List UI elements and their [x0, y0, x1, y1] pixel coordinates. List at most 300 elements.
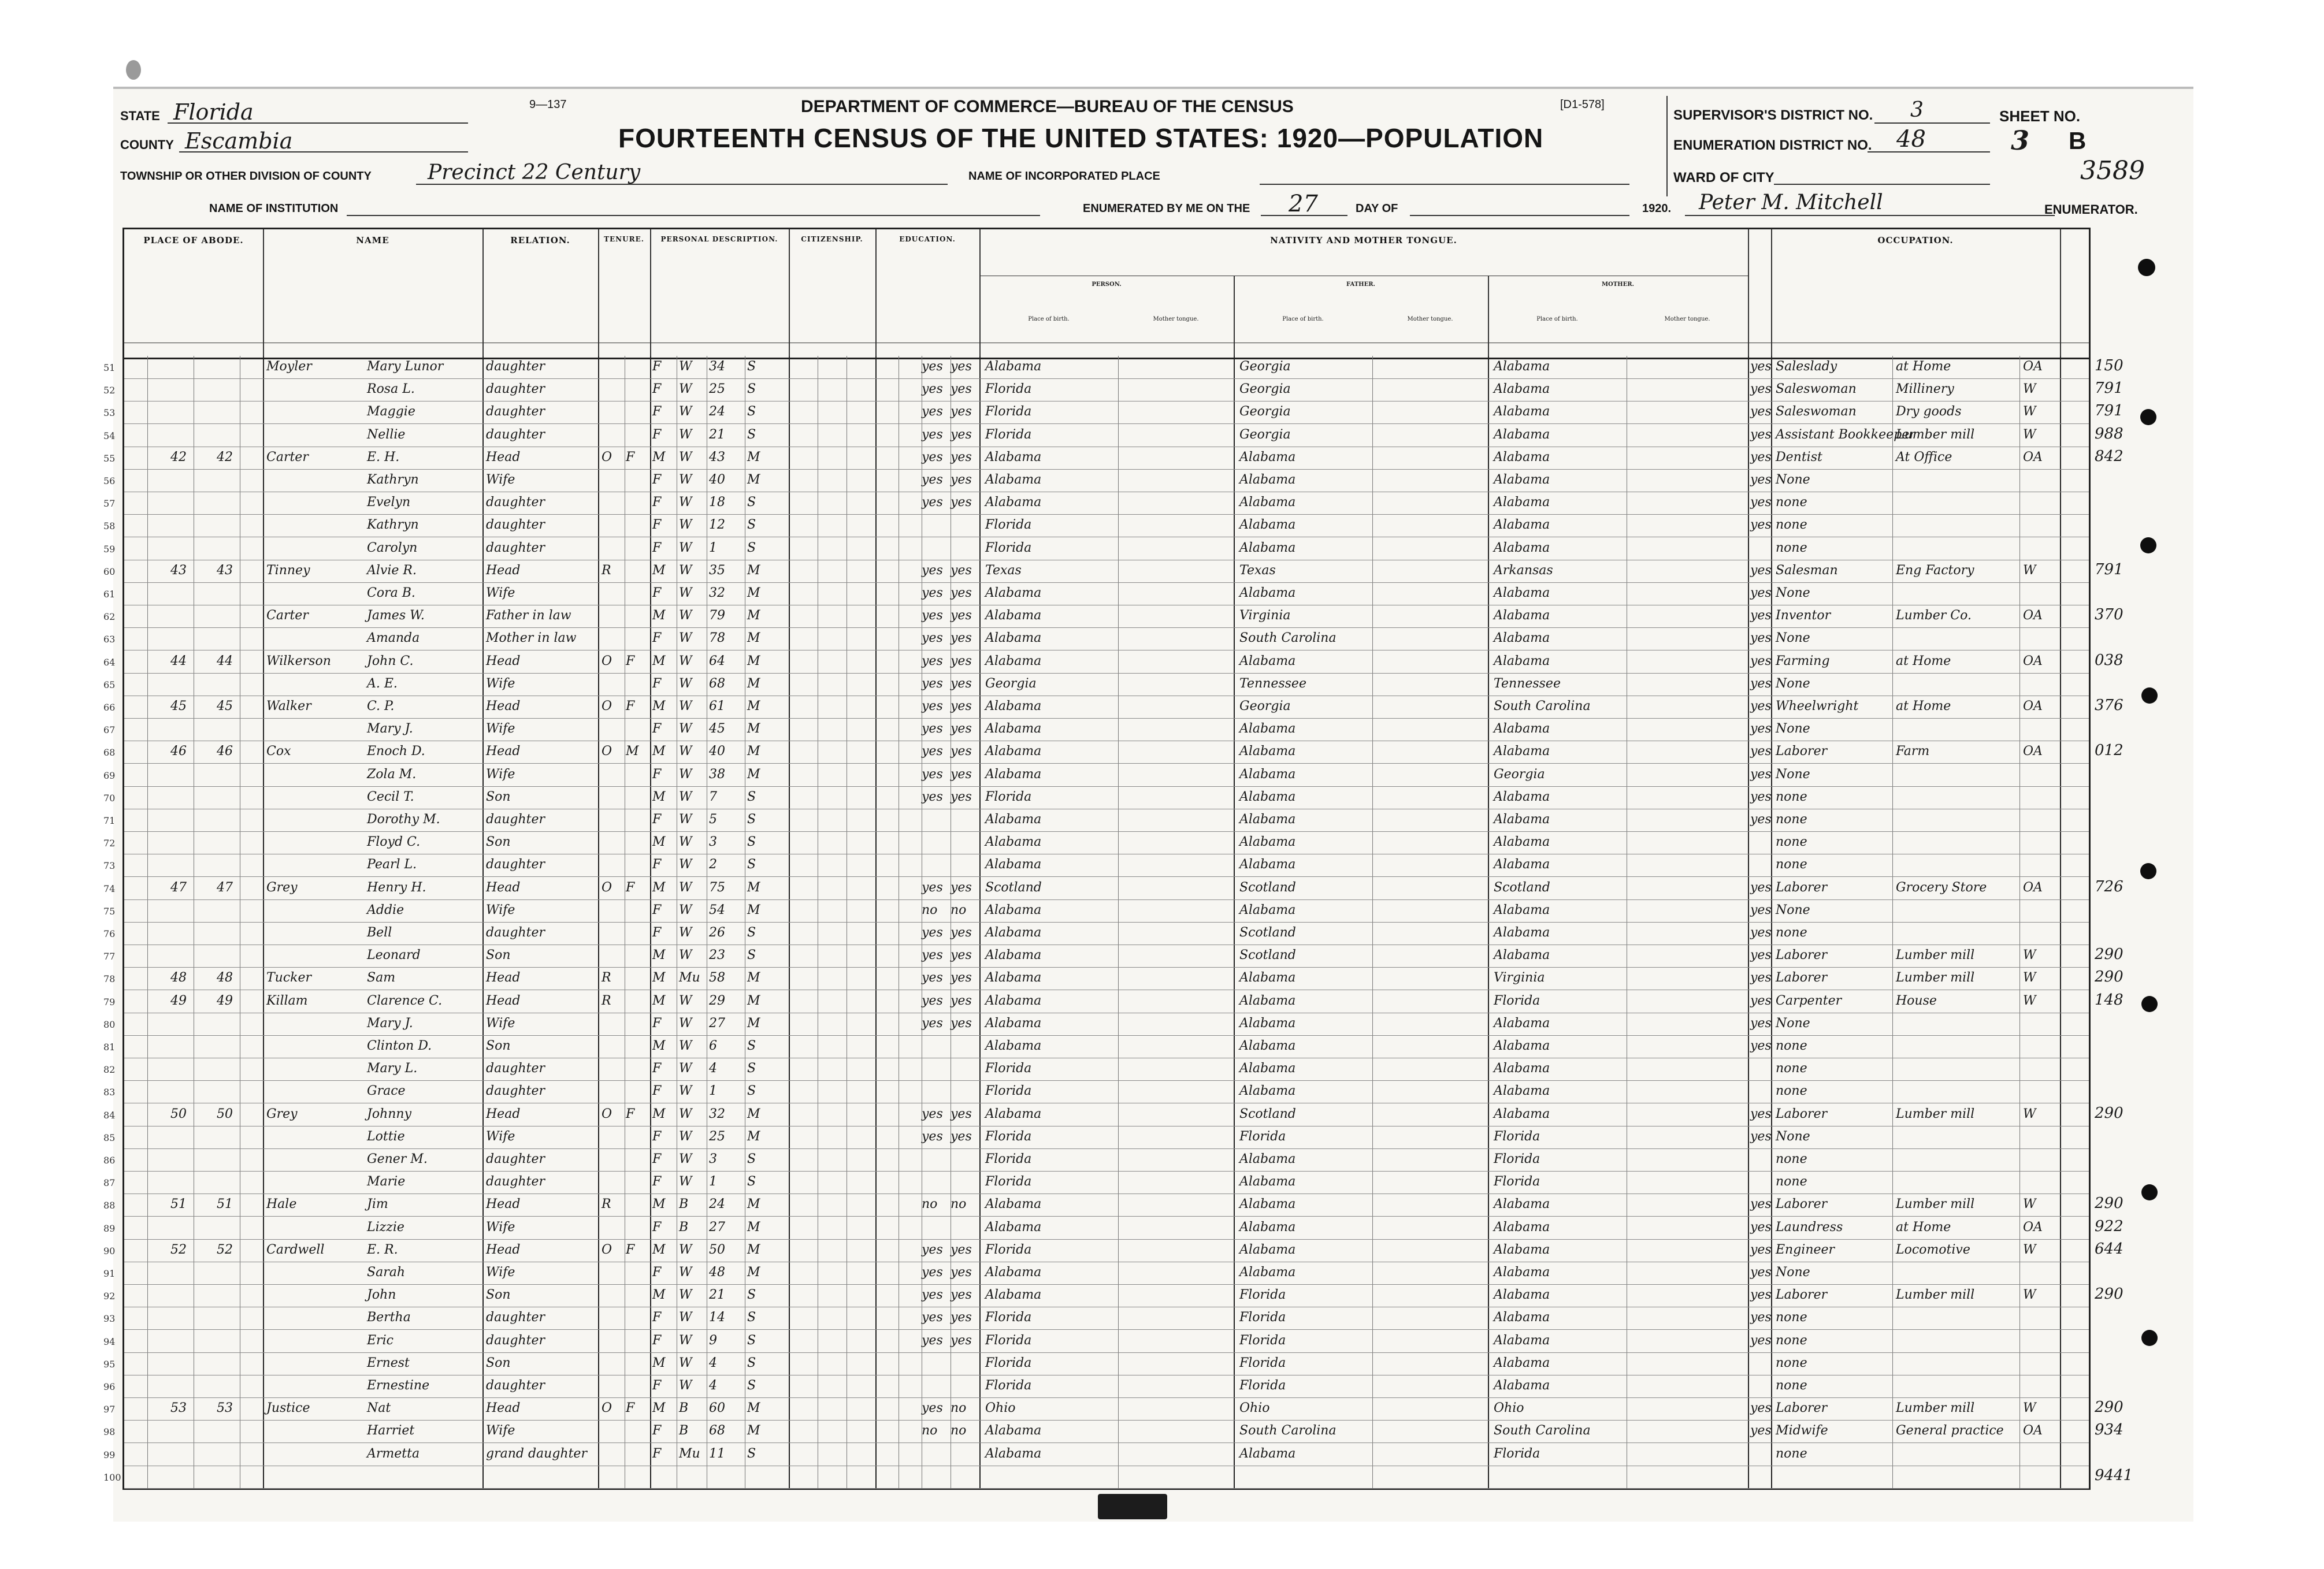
color: W [679, 1333, 692, 1348]
sex: F [652, 857, 662, 872]
mother-birthplace: Alabama [1494, 518, 1550, 533]
marital: M [747, 449, 760, 464]
age: 43 [709, 449, 725, 464]
birthplace: Alabama [985, 857, 1042, 872]
table-row [103, 809, 2089, 832]
speaks-english: yes [1750, 925, 1772, 940]
given-name: Amanda [367, 631, 420, 646]
marital: M [747, 1016, 760, 1031]
home-owned: O [602, 1401, 612, 1416]
relation: Head [486, 971, 521, 986]
birthplace: Florida [985, 1310, 1032, 1325]
table-row [103, 514, 2089, 537]
header-divider [598, 229, 599, 358]
row-number: 52 [103, 385, 116, 396]
sex: M [652, 608, 666, 623]
can-read: yes [922, 767, 943, 782]
surname: Carter [266, 608, 309, 623]
speaks-english: yes [1750, 789, 1772, 804]
given-name: Mary J. [367, 1016, 413, 1031]
occupation: Laborer [1776, 744, 1828, 759]
sex: F [652, 1265, 662, 1280]
occupation: None [1776, 722, 1810, 737]
color: W [679, 359, 692, 374]
row-number: 80 [103, 1018, 116, 1030]
dwelling-number: 52 [170, 1242, 187, 1257]
sex: F [652, 812, 662, 827]
can-write: yes [951, 1106, 972, 1121]
birthplace: Florida [985, 427, 1032, 442]
relation: daughter [486, 1310, 545, 1325]
row-number: 81 [103, 1042, 116, 1053]
table-row [103, 1307, 2089, 1330]
color: B [679, 1423, 689, 1438]
supervisor-line [1874, 122, 1990, 124]
can-write: yes [951, 359, 972, 374]
mortgage: F [626, 699, 635, 713]
color: W [679, 1265, 692, 1280]
color: W [679, 382, 692, 397]
father-birthplace: Alabama [1239, 902, 1296, 917]
mother-birthplace: South Carolina [1494, 699, 1591, 713]
surname: Tinney [266, 563, 310, 578]
can-write: yes [951, 744, 972, 759]
sex: F [652, 1152, 662, 1166]
employer-class: OA [2023, 653, 2043, 668]
color: W [679, 1310, 692, 1325]
row-number: 98 [103, 1426, 116, 1438]
row-number: 86 [103, 1155, 116, 1166]
color: W [679, 495, 692, 510]
can-read: yes [922, 1288, 943, 1303]
family-number: 44 [217, 653, 233, 668]
father-birthplace: Georgia [1239, 699, 1291, 713]
birthplace: Florida [985, 518, 1032, 533]
mother-birthplace: Alabama [1494, 1333, 1550, 1348]
sex: F [652, 586, 662, 600]
can-read: yes [922, 586, 943, 600]
marital: M [747, 608, 760, 623]
given-name: Addie [367, 902, 404, 917]
sex: F [652, 1016, 662, 1031]
speaks-english: yes [1750, 1016, 1772, 1031]
color: W [679, 880, 692, 895]
row-number: 87 [103, 1177, 116, 1189]
occupation: none [1776, 835, 1807, 850]
color: W [679, 653, 692, 668]
surname: Killam [266, 993, 308, 1008]
relation: Wife [486, 1265, 515, 1280]
employer-class: W [2023, 427, 2036, 442]
can-write: yes [951, 925, 972, 940]
father-birthplace: Alabama [1239, 1265, 1296, 1280]
speaks-english: yes [1750, 518, 1772, 533]
birthplace: Florida [985, 404, 1032, 419]
age: 1 [709, 1174, 717, 1189]
can-write: yes [951, 971, 972, 986]
can-read: yes [922, 1333, 943, 1348]
father-birthplace: Florida [1239, 1333, 1286, 1348]
relation: daughter [486, 427, 545, 442]
father-birthplace: Alabama [1239, 835, 1296, 850]
marital: M [747, 1423, 760, 1438]
sex: F [652, 902, 662, 917]
group-place-of-abode: PLACE OF ABODE. [143, 235, 244, 246]
can-write: yes [951, 427, 972, 442]
mortgage: F [626, 449, 635, 464]
dwelling-number: 47 [170, 880, 187, 895]
row-number: 93 [103, 1313, 116, 1325]
table-row [103, 356, 2123, 379]
row-number: 95 [103, 1358, 116, 1370]
row-number: 71 [103, 815, 116, 826]
birthplace: Florida [985, 1355, 1032, 1370]
birthplace: Ohio [985, 1401, 1016, 1416]
father-birthplace: South Carolina [1239, 631, 1337, 646]
sex: M [652, 744, 666, 759]
family-number: 47 [217, 880, 233, 895]
father-birthplace: Alabama [1239, 1219, 1296, 1235]
relation: Head [486, 653, 521, 668]
occupation: None [1776, 902, 1810, 917]
industry: General practice [1896, 1423, 2004, 1438]
table-row [103, 627, 2089, 650]
occupation: Dentist [1776, 449, 1822, 464]
relation: Son [486, 1288, 511, 1303]
table-row [103, 1148, 2089, 1172]
margin-note: 9441 [2095, 1466, 2133, 1484]
father-birthplace: Alabama [1239, 789, 1296, 804]
marital: S [747, 359, 756, 374]
employer-class: OA [2023, 880, 2043, 895]
sex: F [652, 404, 662, 419]
sex: F [652, 359, 662, 374]
color: W [679, 1106, 692, 1121]
birthplace: Alabama [985, 495, 1042, 510]
sheet-letter: B [2069, 127, 2087, 154]
speaks-english: yes [1750, 1129, 1772, 1144]
table-row [103, 1217, 2123, 1240]
mother-birthplace: Alabama [1494, 835, 1550, 850]
township-value: Precinct 22 Century [428, 161, 641, 184]
color: W [679, 676, 692, 691]
father-birthplace: Alabama [1239, 744, 1296, 759]
employer-class: OA [2023, 1423, 2043, 1438]
row-number: 85 [103, 1132, 116, 1143]
color: W [679, 1061, 692, 1076]
surname: Carter [266, 449, 309, 464]
occupation: Laundress [1776, 1219, 1843, 1235]
employer-class: OA [2023, 1219, 2043, 1235]
industry: Lumber mill [1896, 948, 1975, 963]
age: 4 [709, 1378, 717, 1393]
father-birthplace: Alabama [1239, 473, 1296, 487]
dwelling-number: 46 [170, 744, 187, 759]
mother-birthplace: Virginia [1494, 971, 1545, 986]
can-write: yes [951, 449, 972, 464]
header-divider [650, 229, 651, 358]
sex: M [652, 1039, 666, 1053]
dwelling-number: 51 [170, 1197, 187, 1212]
subgroup-person: PERSON. [1092, 281, 1122, 288]
can-write: yes [951, 699, 972, 713]
father-birthplace: Florida [1239, 1129, 1286, 1144]
sex: M [652, 993, 666, 1008]
birthplace: Alabama [985, 925, 1042, 940]
father-birthplace: Florida [1239, 1355, 1286, 1370]
margin-note: 290 [2095, 1104, 2123, 1122]
age: 68 [709, 676, 725, 691]
relation: Head [486, 699, 521, 713]
speaks-english: yes [1750, 1333, 1772, 1348]
can-read: yes [922, 1265, 943, 1280]
given-name: Cora B. [367, 586, 415, 600]
age: 29 [709, 993, 725, 1008]
age: 58 [709, 971, 725, 986]
speaks-english: yes [1750, 1265, 1772, 1280]
can-write: yes [951, 473, 972, 487]
can-write: no [951, 1401, 967, 1416]
surname: Moyler [266, 359, 312, 374]
occupation: none [1776, 495, 1807, 510]
supervisor-label: SUPERVISOR'S DISTRICT NO. [1673, 107, 1873, 123]
surname: Cox [266, 744, 291, 759]
age: 1 [709, 1084, 717, 1099]
father-birthplace: Georgia [1239, 359, 1291, 374]
relation: Wife [486, 902, 515, 917]
color: W [679, 518, 692, 533]
color: W [679, 586, 692, 600]
day-of-label: DAY OF [1356, 202, 1398, 215]
employer-class: W [2023, 948, 2036, 963]
speaks-english: yes [1750, 902, 1772, 917]
reference-number: [D1-578] [1560, 98, 1605, 111]
speaks-english: yes [1750, 1288, 1772, 1303]
given-name: Mary L. [367, 1061, 418, 1076]
occupation: Laborer [1776, 1197, 1828, 1212]
speaks-english: yes [1750, 1401, 1772, 1416]
row-number: 70 [103, 792, 116, 804]
row-number: 82 [103, 1064, 116, 1076]
row-number: 68 [103, 747, 116, 759]
can-write: yes [951, 653, 972, 668]
birthplace: Alabama [985, 608, 1042, 623]
occupation: Farming [1776, 653, 1830, 668]
relation: daughter [486, 1333, 545, 1348]
margin-note: 038 [2095, 651, 2123, 669]
age: 64 [709, 653, 725, 668]
can-write: yes [951, 767, 972, 782]
age: 6 [709, 1039, 717, 1053]
employer-class: W [2023, 382, 2036, 397]
given-name: Pearl L. [367, 857, 417, 872]
father-birthplace: Florida [1239, 1288, 1286, 1303]
employer-class: W [2023, 1242, 2036, 1257]
enumerator-label: ENUMERATOR. [2044, 202, 2138, 217]
row-number: 75 [103, 905, 116, 917]
given-name: Rosa L. [367, 382, 415, 397]
marital: M [747, 676, 760, 691]
incorporated-line [1260, 184, 1629, 185]
row-number: 99 [103, 1449, 116, 1460]
color: W [679, 1378, 692, 1393]
given-name: Mary J. [367, 722, 413, 737]
marital: S [747, 427, 756, 442]
can-read: yes [922, 971, 943, 986]
header-divider [2060, 229, 2061, 358]
father-birthplace: Alabama [1239, 1242, 1296, 1257]
father-birthplace: Alabama [1239, 971, 1296, 986]
marital: M [747, 653, 760, 668]
age: 24 [709, 404, 725, 419]
state-label: STATE [120, 109, 160, 123]
relation: Wife [486, 722, 515, 737]
county-value: Escambia [185, 128, 293, 154]
birthplace: Alabama [985, 631, 1042, 646]
speaks-english: yes [1750, 1106, 1772, 1121]
table-row [103, 1035, 2089, 1058]
industry: Locomotive [1896, 1242, 1970, 1257]
industry: Eng Factory [1896, 563, 1974, 578]
industry: at Home [1896, 359, 1951, 374]
industry: Millinery [1896, 382, 1954, 397]
birthplace: Alabama [985, 993, 1042, 1008]
marital: M [747, 722, 760, 737]
group-personal: PERSONAL DESCRIPTION. [660, 235, 778, 243]
given-name: Ernest [367, 1355, 410, 1370]
sex: F [652, 518, 662, 533]
margin-note: 922 [2095, 1217, 2123, 1235]
color: W [679, 993, 692, 1008]
birthplace: Florida [985, 382, 1032, 397]
table-row [103, 1466, 2133, 1489]
mother-birthplace: Alabama [1494, 744, 1550, 759]
can-read: no [922, 1423, 938, 1438]
given-name: Leonard [367, 948, 421, 963]
marital: M [747, 1265, 760, 1280]
age: 79 [709, 608, 725, 623]
color: W [679, 925, 692, 940]
given-name: Kathryn [367, 518, 419, 533]
table-row [103, 1397, 2123, 1421]
industry: At Office [1896, 449, 1952, 464]
mother-birthplace: Alabama [1494, 1310, 1550, 1325]
father-birthplace: Scotland [1239, 948, 1296, 963]
institution-line [347, 215, 1040, 216]
home-owned: O [602, 880, 612, 895]
table-row [103, 492, 2089, 515]
occupation: Engineer [1776, 1242, 1835, 1257]
surname: Walker [266, 699, 311, 713]
group-education: EDUCATION. [899, 235, 956, 243]
given-name: Sarah [367, 1265, 405, 1280]
birthplace: Alabama [985, 948, 1042, 963]
marital: S [747, 1039, 756, 1053]
mother-birthplace: Alabama [1494, 1219, 1550, 1235]
industry: Farm [1896, 744, 1930, 759]
sex: M [652, 653, 666, 668]
margin-note: 150 [2095, 357, 2123, 374]
smudge [126, 60, 141, 80]
relation: Wife [486, 1423, 515, 1438]
sex: F [652, 495, 662, 510]
speaks-english: yes [1750, 473, 1772, 487]
marital: M [747, 631, 760, 646]
row-number: 91 [103, 1268, 116, 1279]
age: 38 [709, 767, 725, 782]
table-row [103, 922, 2089, 945]
mother-pob-header: Place of birth. [1536, 316, 1578, 322]
birthplace: Alabama [985, 1265, 1042, 1280]
surname: Hale [266, 1197, 297, 1212]
margin-note: 290 [2095, 946, 2123, 964]
industry: Lumber mill [1896, 427, 1975, 442]
industry: Lumber mill [1896, 1288, 1975, 1303]
sex: M [652, 1355, 666, 1370]
age: 26 [709, 925, 725, 940]
employer-class: W [2023, 404, 2036, 419]
industry: at Home [1896, 1219, 1951, 1235]
margin-note: 726 [2095, 878, 2123, 895]
age: 50 [709, 1242, 725, 1257]
speaks-english: yes [1750, 971, 1772, 986]
occupation: Wheelwright [1776, 699, 1859, 713]
color: W [679, 857, 692, 872]
color: W [679, 1174, 692, 1189]
age: 3 [709, 835, 717, 850]
sex: M [652, 971, 666, 986]
mother-birthplace: Tennessee [1494, 676, 1561, 691]
father-birthplace: Florida [1239, 1378, 1286, 1393]
color: W [679, 1039, 692, 1053]
enum-district-label: ENUMERATION DISTRICT NO. [1673, 137, 1872, 153]
can-write: no [951, 1197, 967, 1212]
home-owned: O [602, 744, 612, 759]
home-owned: O [602, 1242, 612, 1257]
given-name: A. E. [367, 676, 398, 691]
employer-class: OA [2023, 359, 2043, 374]
mother-birthplace: South Carolina [1494, 1423, 1591, 1438]
can-read: yes [922, 789, 943, 804]
relation: Head [486, 563, 521, 578]
speaks-english: yes [1750, 359, 1772, 374]
margin-note: 290 [2095, 1399, 2123, 1416]
can-read: yes [922, 1106, 943, 1121]
can-read: yes [922, 495, 943, 510]
table-row [103, 1013, 2089, 1036]
color: W [679, 835, 692, 850]
table-row [103, 1420, 2123, 1443]
header-divider [1771, 229, 1772, 358]
table-row [103, 831, 2089, 854]
family-number: 49 [217, 993, 233, 1008]
mother-birthplace: Arkansas [1494, 563, 1553, 578]
age: 25 [709, 1129, 725, 1144]
marital: S [747, 1288, 756, 1303]
occupation: Salesman [1776, 563, 1838, 578]
can-read: yes [922, 563, 943, 578]
row-number: 60 [103, 566, 116, 577]
mother-birthplace: Alabama [1494, 359, 1550, 374]
occupation: None [1776, 631, 1810, 646]
marital: M [747, 744, 760, 759]
age: 11 [709, 1446, 725, 1461]
mother-birthplace: Alabama [1494, 1355, 1550, 1370]
given-name: Lottie [367, 1129, 405, 1144]
township-label: TOWNSHIP OR OTHER DIVISION OF COUNTY [120, 170, 372, 183]
table-row [103, 945, 2123, 968]
occupation: Saleslady [1776, 359, 1837, 374]
